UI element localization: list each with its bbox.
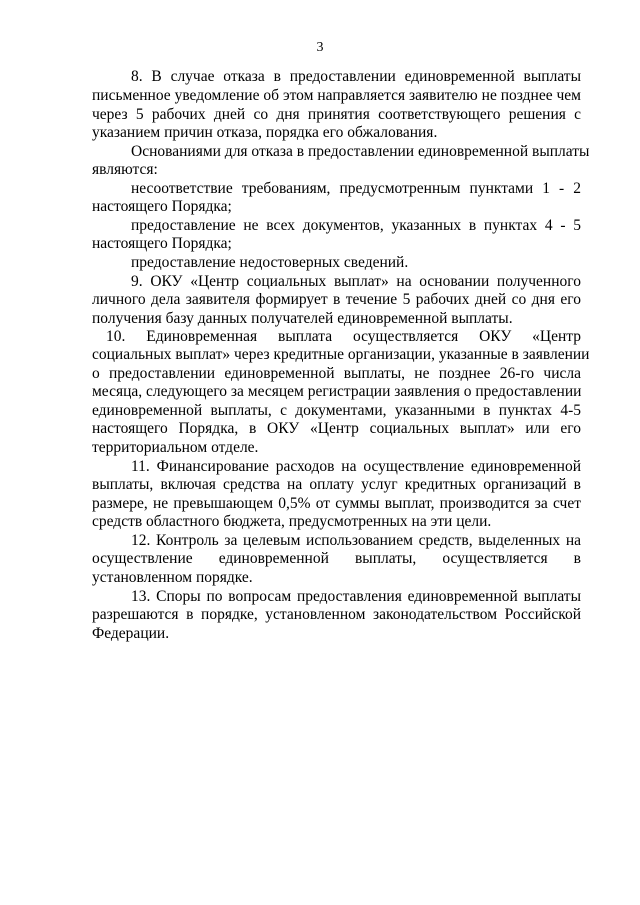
text-line: через 5 рабочих дней со дня принятия соответствующего решения с [92,106,581,123]
text-line: настоящего Порядка; [92,198,232,215]
text-line: установленном порядке. [92,569,253,586]
text-line: 8. В случае отказа в предоставлении единовременной выплаты [131,68,581,85]
text-line: 13. Споры по вопросам предоставления единовременной выплаты [131,588,581,605]
text-line: 9. ОКУ «Центр социальных выплат» на основании полученного [131,273,581,290]
text-line: Федерации. [92,625,170,642]
text-line: размере, не превышающем 0,5% от суммы выплат, производится за счет [92,495,581,512]
text-line: указанием причин отказа, порядка его обжалования. [92,124,438,141]
text-line: средств областного бюджета, предусмотренных на эти цели. [92,513,492,530]
text-line: предоставление не всех документов, указанных в пунктах 4 - 5 [131,217,581,234]
text-line: личного дела заявителя формирует в течение 5 рабочих дней со дня его [92,291,581,308]
text-line: 10. Единовременная выплата осуществляется ОКУ «Центр [106,328,581,345]
text-line: предоставление недостоверных сведений. [131,254,409,271]
text-line: Основаниями для отказа в предоставлении единовременной выплаты [131,143,590,160]
text-line: единовременной выплаты, с документами, указанными в пунктах 4-5 [92,402,581,419]
text-line: о предоставлении единовременной выплаты, не позднее 26-го числа [92,365,581,382]
text-line: территориальном отделе. [92,439,259,456]
text-line: настоящего Порядка; [92,235,232,252]
text-line: 11. Финансирование расходов на осуществление единовременной [131,458,581,475]
text-line: настоящего Порядка, в ОКУ «Центр социальных выплат» или его [92,420,581,437]
text-line: месяца, следующего за месяцем регистрации заявления о предоставлении [92,383,582,400]
text-line: 12. Контроль за целевым использованием средств, выделенных на [131,532,581,549]
text-line: получения базу данных получателей единовременной выплаты. [92,310,513,327]
page-number: 3 [316,40,324,55]
text-line: социальных выплат» через кредитные организации, указанные в заявлении [92,346,590,363]
text-line: письменное уведомление об этом направляется заявителю не позднее чем [92,87,581,104]
text-line: несоответствие требованиям, предусмотренным пунктами 1 - 2 [131,180,581,197]
text-line: являются: [92,161,158,178]
text-line: выплаты, включая средства на оплату услуг кредитных организаций в [92,476,581,493]
text-line: разрешаются в порядке, установленном законодательством Российской [92,606,581,623]
text-line: осуществление единовременной выплаты, осуществляется в [92,550,581,567]
